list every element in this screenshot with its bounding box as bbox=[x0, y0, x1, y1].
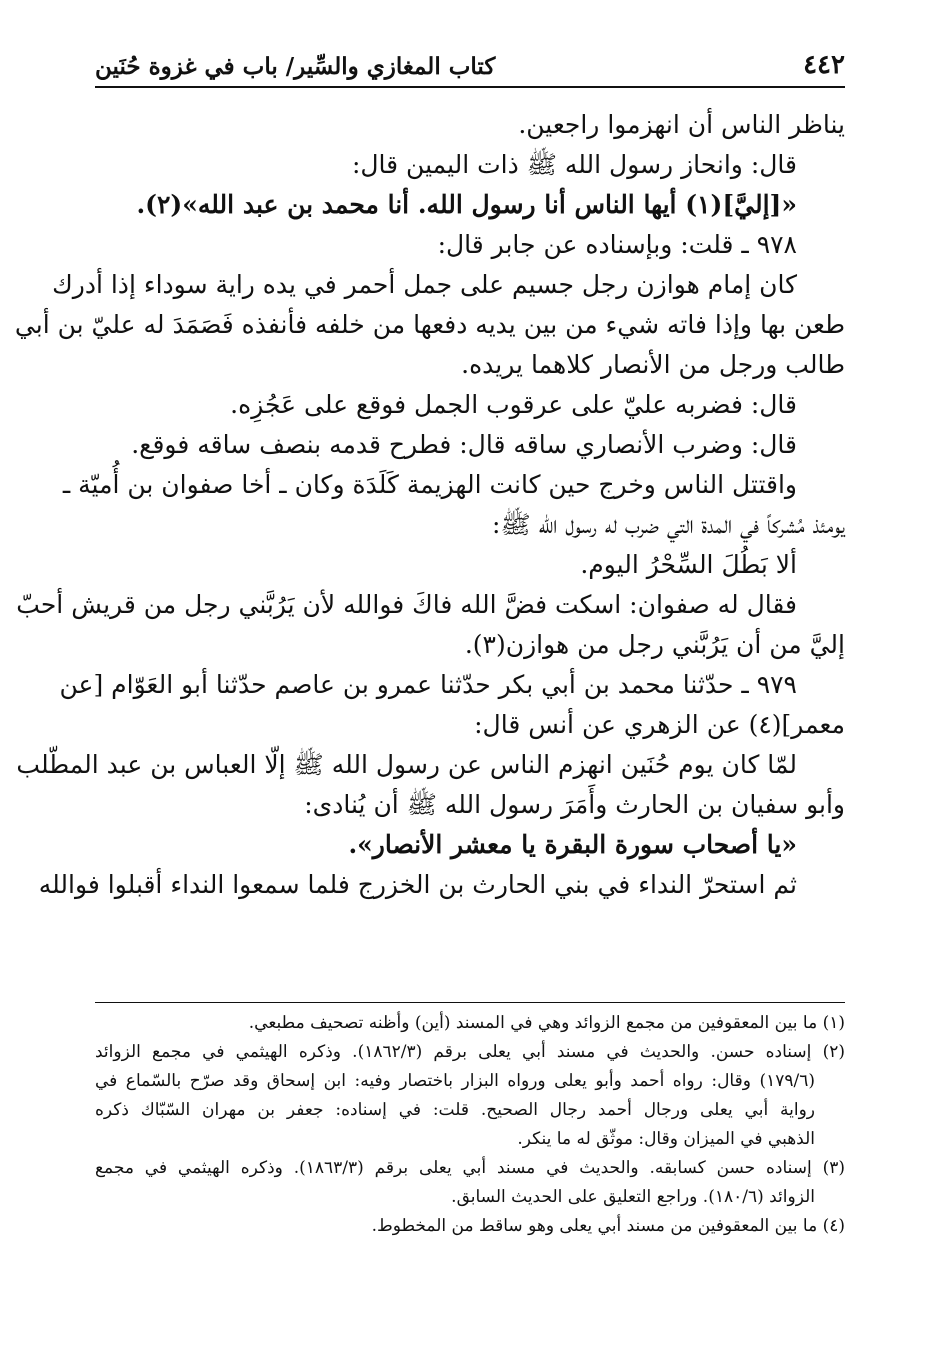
running-title: كتاب المغازي والسِّير/ باب في غزوة حُنَين bbox=[95, 53, 496, 80]
text-line: يناظر الناس أن انهزموا راجعين. bbox=[518, 110, 845, 139]
hadith-979-heading: ٩٧٩ ـ حدّثنا محمد بن أبي بكر حدّثنا عمرو بن عاصم حدّثنا أبو العَوّام [عن bbox=[59, 670, 797, 699]
footnote-2: (٢) إسناده حسن. والحديث في مسند أبي يعلى برقم (١٨٦٢/٣). وذكره الهيثمي في مجمع الزوائد bbox=[95, 1042, 845, 1062]
call-quote-line: «يا أصحاب سورة البقرة يا معشر الأنصار». bbox=[348, 830, 797, 859]
footnote-2-cont: (١٧٩/٦) وقال: رواه أحمد وأبو يعلى ورواه البزار باختصار وفيه: ابن إسحاق وقد صرّح بالسّماع في bbox=[95, 1071, 815, 1091]
text-line: كان إمام هوازن رجل جسيم على جمل أحمر في يده راية سوداء إذا أدرك bbox=[52, 270, 797, 299]
text-line: قال: فضربه عليّ على عرقوب الجمل فوقع على عَجُزِه. bbox=[230, 390, 797, 419]
main-text bbox=[14, 105, 845, 905]
text-line: طعن بها وإذا فاته شيء من بين يديه دفعها من خلفه فأنفذه فَصَمَدَ له عليّ بن أبي bbox=[14, 310, 845, 339]
footnote-2-cont: رواية أبي يعلى ورجال أحمد رجال الصحيح. قلت: في إسناده: جعفر بن مهران السّبّاك ذكره bbox=[95, 1100, 815, 1120]
text-line: لمّا كان يوم حُنَين انهزم الناس عن رسول الله ﷺ إلّا العباس بن عبد المطّلب bbox=[16, 750, 797, 779]
text-line: وأبو سفيان بن الحارث وأَمَرَ رسول الله ﷺ أن يُنادى: bbox=[304, 790, 845, 819]
text-line: إليَّ من أن يَرُبَّني رجل من هوازن(٣). bbox=[464, 630, 845, 659]
text-line: يومئذ مُشركاً في المدة التي ضرب له رسول الله ﷺ: bbox=[492, 510, 845, 539]
footnotes bbox=[95, 1002, 845, 1241]
text-line: طالب ورجل من الأنصار كلاهما يريده. bbox=[461, 350, 845, 379]
footnote-1: (١) ما بين المعقوفين من مجمع الزوائد وهي في المسند (أين) وأظنه تصحيف مطبعي. bbox=[248, 1013, 845, 1033]
footnote-2-cont: الذهبي في الميزان وقال: موثّق له ما ينكر. bbox=[517, 1129, 815, 1149]
page-number: ٤٤٢ bbox=[803, 50, 845, 80]
prophet-quote-line: «[إليَّ](١) أيها الناس أنا رسول الله. أنا محمد بن عبد الله»(٢). bbox=[136, 190, 797, 219]
page-header bbox=[95, 40, 845, 88]
text-line: واقتتل الناس وخرج حين كانت الهزيمة كَلَدَة وكان ـ أخا صفوان بن أُميّة ـ bbox=[62, 470, 797, 499]
hadith-978-heading: ٩٧٨ ـ قلت: وبإسناده عن جابر قال: bbox=[437, 230, 797, 259]
text-line: ثم استحرّ النداء في بني الحارث بن الخزرج فلما سمعوا النداء أقبلوا فوالله bbox=[38, 870, 797, 899]
text-line: فقال له صفوان: اسكت فضَّ الله فاكَ فوالله لأن يَرُبَّني رجل من قريش أحبّ bbox=[16, 590, 797, 619]
text-line: معمر](٤) عن الزهري عن أنس قال: bbox=[474, 710, 845, 739]
text-line: قال: وضرب الأنصاري ساقه قال: فطرح قدمه بنصف ساقه فوقع. bbox=[131, 430, 797, 459]
text-line: ألا بَطُلَ السِّحْرُ اليوم. bbox=[580, 550, 797, 579]
footnote-3-cont: الزوائد (١٨٠/٦). وراجع التعليق على الحديث السابق. bbox=[451, 1187, 815, 1207]
text-line: قال: وانحاز رسول الله ﷺ ذات اليمين قال: bbox=[351, 150, 797, 179]
footnote-3: (٣) إسناده حسن كسابقه. والحديث في مسند أبي يعلى برقم (١٨٦٣/٣). وذكره الهيثمي في مجمع bbox=[95, 1158, 845, 1178]
footnote-4: (٤) ما بين المعقوفين من مسند أبي يعلى وهو ساقط من المخطوط. bbox=[371, 1216, 845, 1236]
